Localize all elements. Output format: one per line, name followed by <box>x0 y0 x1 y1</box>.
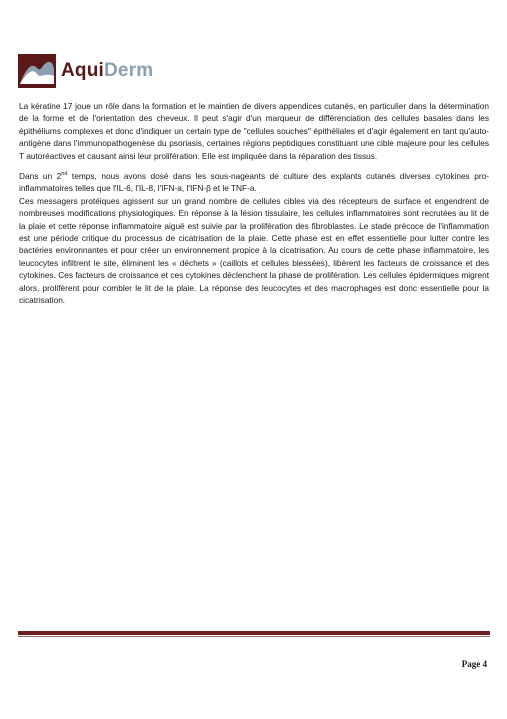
paragraph-cytokines-text-b: temps, nous avons dosé dans les sous-nageants de culture des explants cutanés diverses cytokines pro-inflammatoires telles que l'IL-6, l'IL-8, l'IFN-a, l'IFN-β et le TNF-a. <box>19 171 489 194</box>
logo-wordmark <box>61 60 153 82</box>
footer-divider-thin <box>18 636 490 637</box>
paragraph-keratin: La kératine 17 joue un rôle dans la formation et le maintien de divers appendices cutanés, en particulier dans la détermination de la forme et de l'orientation des cheveux. Il peut s'agir d'un marqueur de différenciation des cellules basales dans les épithéliums complexes et donc d'indiquer un certain type de "cellules souches" épithéliales et d'agir également en tant qu'auto-antigène dans l'immunopathogenèse du psoriasis, certaines régions peptidiques constituant une cible majeure pour les cellules T autoréactives et causant ainsi leur prolifération. Elle est impliquée dans la réparation des tissus. <box>19 101 489 161</box>
document-body <box>19 100 489 315</box>
paragraph-cytokines-text-a: Dans un 2 <box>19 171 62 182</box>
paragraph-cytokines-assay <box>19 170 489 195</box>
footer-divider <box>18 631 490 635</box>
logo-wordmark-derm: Derm <box>104 60 154 81</box>
aquiderm-logo <box>18 54 153 88</box>
logo-wordmark-aqui: Aqui <box>61 60 105 81</box>
page-number: Page 4 <box>461 659 487 669</box>
aquiderm-logo-mark-icon <box>18 54 56 88</box>
paragraph-messengers: Ces messagers protéiques agissent sur un grand nombre de cellules cibles via des récepteurs de surface et engendrent de nombreuses modifications physiologiques. En réponse à la lésion tissulaire, les cellules inflammatoires sont recrutées au lit de la plaie et cette réponse inflammatoire aiguë est suivie par la prolifération des fibroblastes. Le stade précoce de l'inflammation est une période critique du processus de cicatrisation de la plaie. Cette phase est en effet essentielle pour lutter contre les bactéries environnantes et pour créer un environnement propice à la cicatrisation. Au cours de cette phase inflammatoire, les leucocytes infiltrent le site, éliminent les « déchets » (caillots et cellules blessées), libèrent les facteurs de croissance et des cytokines. Ces facteurs de croissance et ces cytokines déclenchent la phase de prolifération. Les cellules épidermiques migrent alors, prolifèrent pour combler le lit de la plaie. La réponse des leucocytes et des macrophages est donc essentielle pour la cicatrisation. <box>19 195 489 306</box>
ordinal-superscript: nd <box>61 171 68 178</box>
